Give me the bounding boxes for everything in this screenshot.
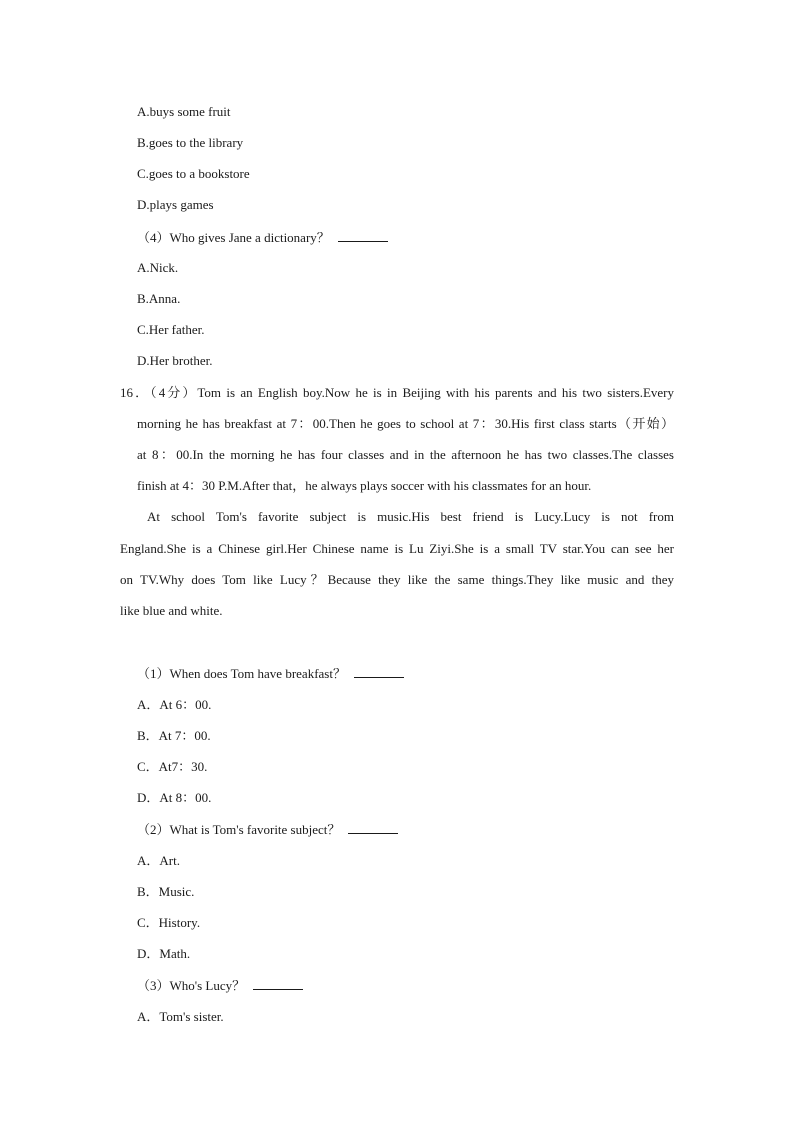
question-4-text: （4）Who gives Jane a dictionary？ xyxy=(137,230,330,245)
option-a-sub1: A．At 6：00. xyxy=(137,697,212,712)
problem-16-line-3: at 8：00.In the morning he has four classes and in the afternoon he has two classes.The classes xyxy=(137,447,674,462)
sub-question-3-text: （3）Who's Lucy？ xyxy=(137,978,246,993)
sub-question-2 xyxy=(137,821,398,838)
sub-question-2-text: （2）What is Tom's favorite subject？ xyxy=(137,822,341,837)
passage-line-4: like blue and white. xyxy=(120,603,223,618)
option-c-q3: C.goes to a bookstore xyxy=(137,166,250,181)
option-d-q3: D.plays games xyxy=(137,197,214,212)
option-a-sub2: A．Art. xyxy=(137,853,180,868)
problem-16-line-2: morning he has breakfast at 7：00.Then he goes to school at 7：30.His first class starts（开始） xyxy=(137,416,674,431)
option-c-sub2: C．History. xyxy=(137,915,201,930)
question-4 xyxy=(137,229,388,246)
sub-question-3 xyxy=(137,977,303,994)
sub-question-1 xyxy=(137,665,404,682)
answer-blank xyxy=(348,821,398,834)
passage-line-2: England.She is a Chinese girl.Her Chinese name is Lu Ziyi.She is a small TV star.You can see her xyxy=(120,541,674,556)
option-c-sub1: C．At7：30. xyxy=(137,759,208,774)
option-b-sub2: B．Music. xyxy=(137,884,195,899)
passage-line-3: on TV.Why does Tom like Lucy？Because they like the same things.They like music and they xyxy=(120,572,674,587)
option-a-q4: A.Nick. xyxy=(137,260,179,275)
problem-16-line-4: finish at 4：30 P.M.After that，he always plays soccer with his classmates for an hour. xyxy=(137,478,592,493)
option-d-q4: D.Her brother. xyxy=(137,353,213,368)
option-a-q3: A.buys some fruit xyxy=(137,104,231,119)
answer-blank xyxy=(354,665,404,678)
option-a-sub3: A．Tom's sister. xyxy=(137,1009,224,1024)
passage-line-1: At school Tom's favorite subject is music.His best friend is Lucy.Lucy is not from xyxy=(147,509,674,524)
answer-blank xyxy=(338,229,388,242)
option-d-sub2: D．Math. xyxy=(137,946,191,961)
option-d-sub1: D．At 8：00. xyxy=(137,790,212,805)
sub-question-1-text: （1）When does Tom have breakfast？ xyxy=(137,666,346,681)
option-b-sub1: B．At 7：00. xyxy=(137,728,211,743)
option-b-q3: B.goes to the library xyxy=(137,135,244,150)
option-c-q4: C.Her father. xyxy=(137,322,205,337)
problem-16-line-1: 16．（4分）Tom is an English boy.Now he is in Beijing with his parents and his two sisters.Every xyxy=(120,385,674,400)
answer-blank xyxy=(253,977,303,990)
option-b-q4: B.Anna. xyxy=(137,291,181,306)
